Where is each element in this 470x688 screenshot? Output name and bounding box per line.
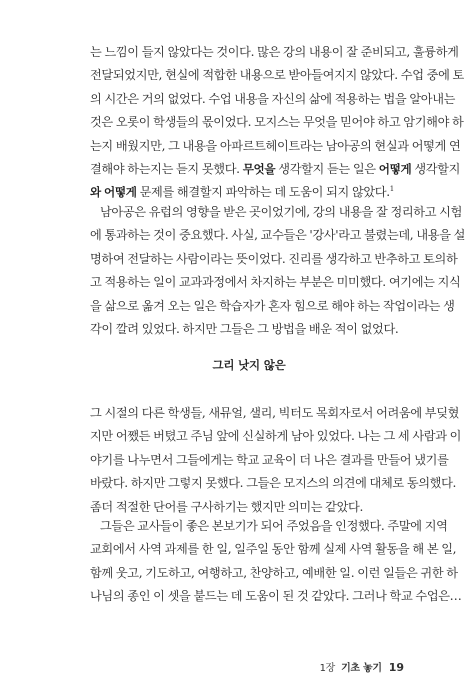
text-line [90, 158, 461, 181]
text-line: 의 시간은 거의 없었다. 수업 내용을 자신의 삶에 적용하는 법을 알아내는 [90, 91, 456, 106]
text-line: 나님의 종인 이 셋을 붙드는 데 도움이 된 것 같았다. 그러나 학교 수업은… [90, 589, 462, 604]
chapter-label: 1장 [319, 663, 336, 674]
footnote-marker: 1 [389, 185, 394, 194]
text-line: 전달되었지만, 현실에 적합한 내용으로 받아들여지지 않았다. 수업 중에 토 [90, 68, 464, 83]
section-heading: 그리 낫지 않은 [212, 358, 286, 372]
page-footer [320, 659, 404, 674]
text-line: 는지 배웠지만, 그 내용을 아파르트헤이트라는 남아공의 현실과 어떻게 연 [90, 138, 461, 153]
text-line: 각이 깔려 있었다. 하지만 그들은 그 방법을 배운 적이 없었다. [90, 321, 399, 336]
paragraph-4 [90, 515, 462, 609]
text-line: 것은 오롯이 학생들의 몫이었다. 모지스는 무엇을 믿어야 하고 암기해야 하 [90, 115, 464, 130]
page-number: 19 [388, 661, 404, 674]
emphasis-text: 와 어떻게 [90, 185, 137, 200]
paragraph-1 [90, 41, 464, 205]
text-line: 바랐다. 하지만 그렇지 못했다. 그들은 모지스의 의견에 대체로 동의했다. [90, 476, 457, 491]
text-line: 지만 어쨌든 버텼고 주님 앞에 신실하게 남아 있었다. 나는 그 세 사람과 이 [90, 429, 462, 444]
text-line: 에 통과하는 것이 중요했다. 사실, 교수들은 '강사'라고 불렸는데, 내용을 설 [90, 228, 466, 243]
text-line: 함께 웃고, 기도하고, 여행하고, 찬양하고, 예배한 일. 이런 일들은 귀한 하 [90, 565, 458, 580]
emphasis-text: 어떻게 [378, 161, 412, 176]
text-line: 명하여 전달하는 사람이라는 뜻이었다. 진리를 생각하고 반추하고 토의하 [90, 251, 458, 266]
text-run: 생각할지 [411, 161, 461, 176]
text-line: 그들은 교사들이 좋은 본보기가 되어 주었음을 인정했다. 주말에 지역 [100, 519, 448, 533]
text-run: 생각할지 듣는 일은 [275, 161, 379, 176]
text-line: 교회에서 사역 과제를 한 일, 일주일 동안 함께 실제 사역 활동을 해 본 일, [90, 542, 457, 557]
paragraph-3 [90, 402, 462, 519]
text-line: 고 적용하는 일이 교과과정에서 차지하는 부분은 미미했다. 여기에는 지식 [90, 275, 461, 290]
text-line: 는 느낌이 들지 않았다는 것이다. 많은 강의 내용이 잘 준비되고, 훌륭하게 [90, 45, 459, 59]
text-line: 야기를 나누면서 그들에게는 학교 교육이 더 나은 결과를 만들어 냈기를 [90, 452, 449, 467]
text-line: 남아공은 유럽의 영향을 받은 곳이었기에, 강의 내용을 잘 정리하고 시험 [100, 205, 463, 219]
emphasis-text: 무엇을 [242, 161, 276, 176]
paragraph-2 [90, 201, 466, 341]
chapter-title: 기초 놓기 [341, 663, 382, 674]
text-line: 을 삶으로 옮겨 오는 일은 학습자가 혼자 힘으로 해야 하는 작업이라는 생 [90, 298, 455, 313]
text-run: 문제를 해결할지 파악하는 데 도움이 되지 않았다. [136, 185, 390, 200]
text-run: 결해야 하는지는 듣지 못했다. [90, 161, 243, 176]
text-line: 좀더 적절한 단어를 구사하기는 했지만 의미는 같았다. [90, 499, 363, 514]
text-line: 그 시절의 다른 학생들, 새뮤얼, 샐리, 빅터도 목회자로서 어려움에 부딪혔 [90, 406, 460, 420]
